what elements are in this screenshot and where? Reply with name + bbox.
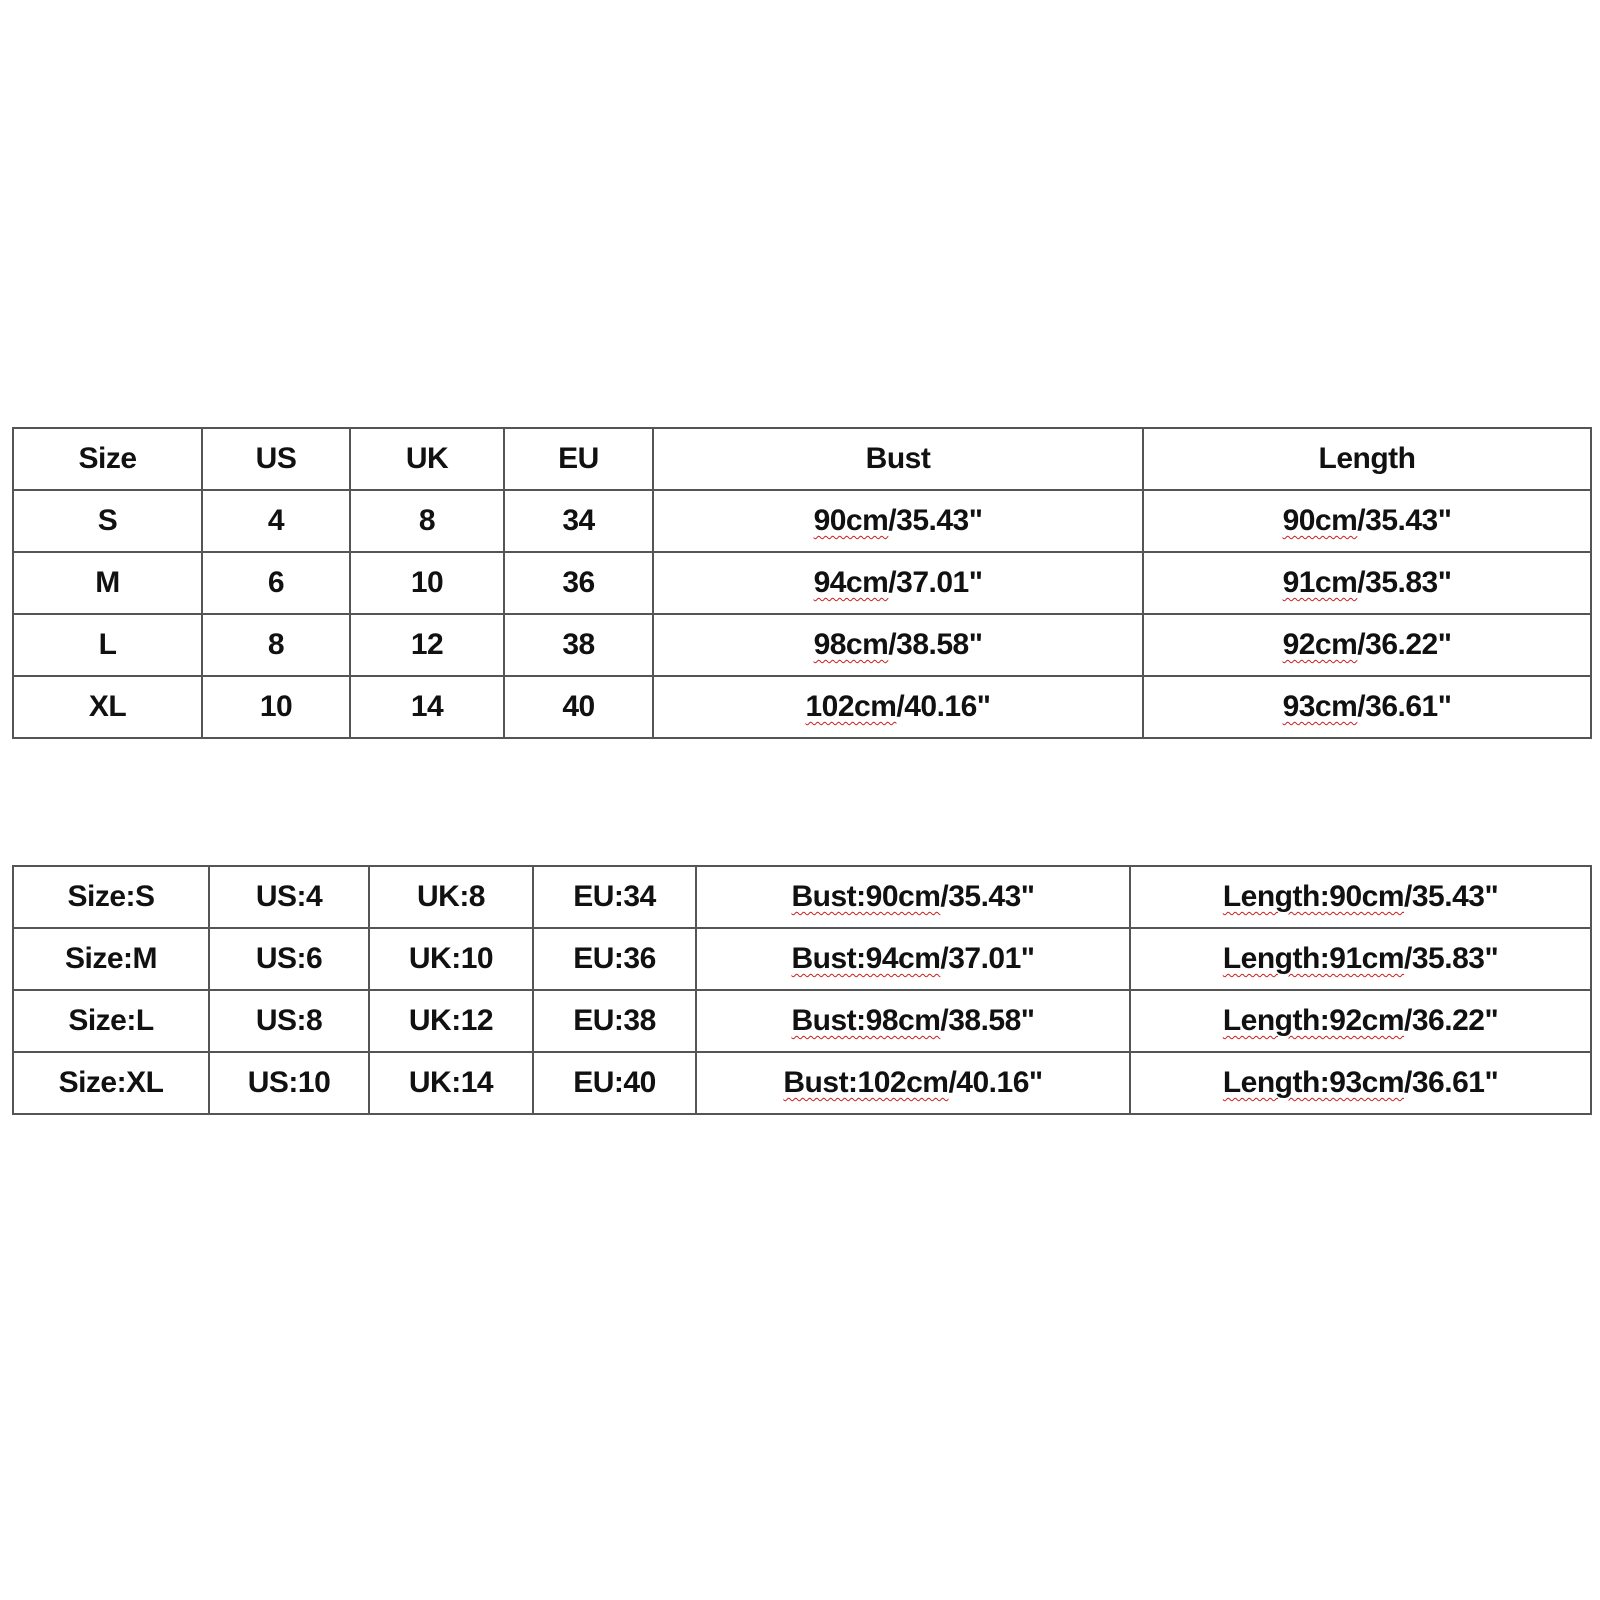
size-cell: Size:XL (13, 1052, 209, 1114)
eu-cell: EU:40 (533, 1052, 696, 1114)
us-cell: 10 (202, 676, 350, 738)
size-cell: Size:M (13, 928, 209, 990)
length-value-main: Length:93cm (1222, 1066, 1405, 1099)
length-value-main: 91cm (1282, 566, 1358, 599)
size-cell: L (13, 614, 202, 676)
length-value-rest: /35.43" (1404, 880, 1499, 913)
length-cell (1143, 490, 1591, 552)
eu-cell: 34 (504, 490, 653, 552)
length-value-rest: /35.83" (1357, 566, 1452, 599)
length-value-rest: /36.61" (1357, 690, 1452, 723)
labelled-size-chart-table (12, 865, 1592, 1115)
uk-cell: 8 (350, 490, 504, 552)
uk-cell: 12 (350, 614, 504, 676)
bust-value-rest: /35.43" (940, 880, 1035, 913)
size-cell: Size:S (13, 866, 209, 928)
us-cell: 8 (202, 614, 350, 676)
length-value-main: 92cm (1282, 628, 1358, 661)
header-size: Size (13, 428, 202, 490)
bust-value-rest: /37.01" (940, 942, 1035, 975)
table-row (13, 490, 1591, 552)
length-value-main: 90cm (1282, 504, 1358, 537)
eu-cell: 40 (504, 676, 653, 738)
bust-cell (696, 990, 1130, 1052)
table-row (13, 990, 1591, 1052)
us-cell: 4 (202, 490, 350, 552)
eu-cell: 36 (504, 552, 653, 614)
bust-value-main: Bust:90cm (791, 880, 941, 913)
table-row (13, 614, 1591, 676)
header-length: Length (1143, 428, 1591, 490)
length-cell (1130, 990, 1591, 1052)
bust-value-main: 94cm (813, 566, 889, 599)
length-cell (1143, 552, 1591, 614)
bust-cell (696, 928, 1130, 990)
uk-cell: UK:10 (369, 928, 533, 990)
bust-cell (653, 614, 1143, 676)
table-row (13, 676, 1591, 738)
table-row (13, 552, 1591, 614)
length-value-rest: /36.22" (1357, 628, 1452, 661)
bust-value-main: 90cm (813, 504, 889, 537)
header-uk: UK (350, 428, 504, 490)
bust-value-main: 102cm (805, 690, 897, 723)
length-value-main: Length:90cm (1222, 880, 1405, 913)
header-bust: Bust (653, 428, 1143, 490)
eu-cell: EU:36 (533, 928, 696, 990)
header-eu: EU (504, 428, 653, 490)
length-cell (1143, 676, 1591, 738)
length-value-rest: /35.83" (1404, 942, 1499, 975)
length-value-main: 93cm (1282, 690, 1358, 723)
us-cell: US:4 (209, 866, 369, 928)
length-cell (1130, 866, 1591, 928)
length-cell (1143, 614, 1591, 676)
size-cell: Size:L (13, 990, 209, 1052)
length-value-rest: /36.61" (1404, 1066, 1499, 1099)
eu-cell: 38 (504, 614, 653, 676)
bust-cell (653, 552, 1143, 614)
bust-value-rest: /38.58" (888, 628, 983, 661)
length-value-main: Length:91cm (1222, 942, 1405, 975)
length-cell (1130, 1052, 1591, 1114)
us-cell: US:8 (209, 990, 369, 1052)
bust-value-rest: /38.58" (940, 1004, 1035, 1037)
size-cell: XL (13, 676, 202, 738)
bust-value-rest: /40.16" (948, 1066, 1043, 1099)
size-cell: M (13, 552, 202, 614)
table-row (13, 928, 1591, 990)
bust-value-main: 98cm (813, 628, 889, 661)
bust-cell (653, 676, 1143, 738)
size-chart-table (12, 427, 1592, 739)
uk-cell: UK:14 (369, 1052, 533, 1114)
table-row (13, 866, 1591, 928)
uk-cell: UK:8 (369, 866, 533, 928)
uk-cell: UK:12 (369, 990, 533, 1052)
bust-cell (653, 490, 1143, 552)
eu-cell: EU:38 (533, 990, 696, 1052)
bust-cell (696, 866, 1130, 928)
bust-value-main: Bust:102cm (783, 1066, 949, 1099)
us-cell: 6 (202, 552, 350, 614)
us-cell: US:6 (209, 928, 369, 990)
us-cell: US:10 (209, 1052, 369, 1114)
length-value-rest: /36.22" (1404, 1004, 1499, 1037)
table-row (13, 1052, 1591, 1114)
length-value-rest: /35.43" (1357, 504, 1452, 537)
table-header-row (13, 428, 1591, 490)
bust-value-main: Bust:98cm (791, 1004, 941, 1037)
uk-cell: 10 (350, 552, 504, 614)
bust-value-rest: /40.16" (896, 690, 991, 723)
bust-value-rest: /35.43" (888, 504, 983, 537)
uk-cell: 14 (350, 676, 504, 738)
eu-cell: EU:34 (533, 866, 696, 928)
bust-value-main: Bust:94cm (791, 942, 941, 975)
length-cell (1130, 928, 1591, 990)
size-cell: S (13, 490, 202, 552)
header-us: US (202, 428, 350, 490)
bust-value-rest: /37.01" (888, 566, 983, 599)
length-value-main: Length:92cm (1222, 1004, 1405, 1037)
bust-cell (696, 1052, 1130, 1114)
